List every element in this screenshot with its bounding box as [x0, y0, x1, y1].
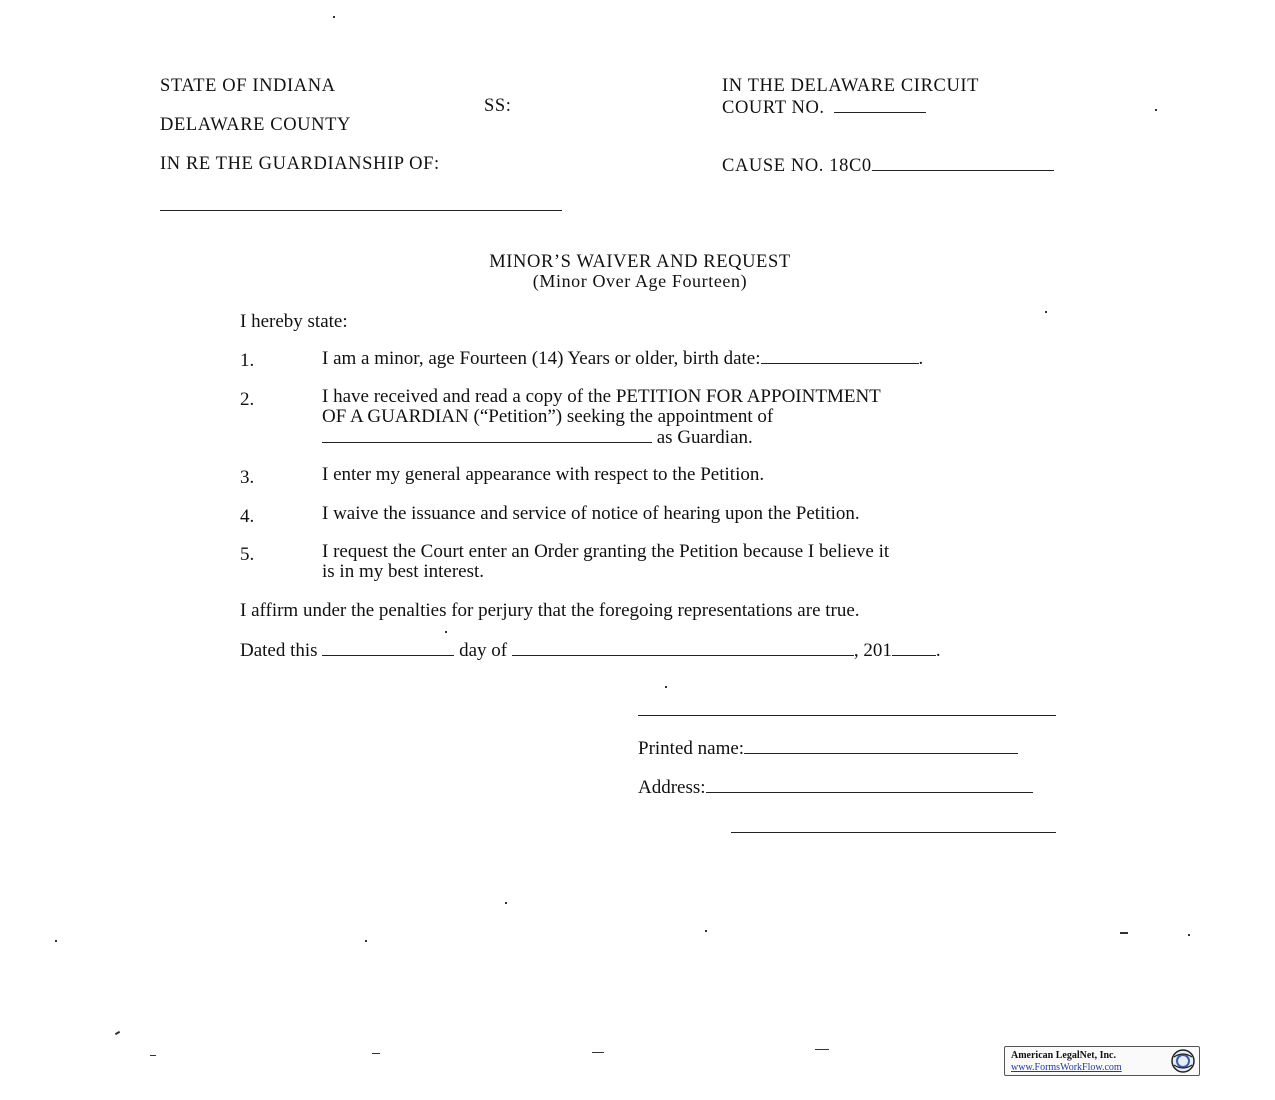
state-label: STATE OF INDIANA: [160, 76, 336, 96]
item-number: 3.: [240, 467, 255, 488]
item-2-tail: as Guardian.: [656, 427, 753, 448]
cause-number-blank[interactable]: [872, 155, 1054, 171]
dated-year: , 201: [853, 640, 892, 661]
court-number-text: COURT NO.: [722, 98, 825, 118]
year-blank[interactable]: [892, 640, 936, 656]
dated-prefix: Dated this: [240, 640, 318, 661]
signature-line[interactable]: [638, 715, 1056, 716]
footer-logo[interactable]: [1004, 1046, 1200, 1076]
item-2-text: [322, 387, 881, 448]
item-2-line-1: I have received and read a copy of the PETITION FOR APPOINTMENT: [322, 386, 881, 407]
globe-icon: [1170, 1048, 1196, 1074]
address-line-2[interactable]: [731, 832, 1056, 833]
scan-speck: [333, 16, 335, 18]
item-number: 1.: [240, 350, 255, 371]
court-name: IN THE DELAWARE CIRCUIT: [722, 76, 980, 96]
item-1-line: I am a minor, age Fourteen (14) Years or older, birth date:: [322, 348, 761, 369]
item-5-line-2: is in my best interest.: [322, 561, 485, 582]
cause-number-text: CAUSE NO. 18C0: [722, 156, 872, 176]
item-number: 5.: [240, 544, 255, 565]
item-5-text: [322, 542, 889, 582]
scan-speck: [55, 940, 57, 942]
month-blank[interactable]: [512, 640, 854, 656]
day-blank[interactable]: [322, 640, 454, 656]
scan-speck: [1045, 311, 1047, 313]
item-3-line: I enter my general appearance with respect to the Petition.: [322, 464, 765, 485]
printed-name-blank[interactable]: [744, 738, 1018, 754]
court-number-label: [722, 97, 926, 118]
scan-speck: [505, 902, 507, 904]
scan-speck: [815, 1049, 829, 1050]
scan-speck: [1120, 932, 1128, 934]
printed-name-label: Printed name:: [638, 738, 745, 759]
document-title: MINOR’S WAIVER AND REQUEST: [489, 252, 791, 272]
item-2-line-3: [322, 427, 881, 448]
ss-label: SS:: [484, 96, 512, 116]
dated-end: .: [935, 640, 941, 661]
item-1-text: [322, 348, 923, 369]
guardian-name-blank[interactable]: [322, 427, 652, 443]
in-re-label: IN RE THE GUARDIANSHIP OF:: [160, 154, 440, 174]
cause-number-label: [722, 155, 1054, 176]
printed-name-row: [638, 738, 1018, 758]
scan-speck: [445, 631, 447, 633]
item-4-line: I waive the issuance and service of notice of hearing upon the Petition.: [322, 503, 860, 524]
dated-day-of: day of: [459, 640, 508, 661]
item-4-text: [322, 504, 860, 524]
item-2-line-2: OF A GUARDIAN (“Petition”) seeking the appointment of: [322, 406, 774, 427]
address-blank[interactable]: [706, 777, 1033, 793]
dated-line: [240, 640, 941, 660]
ward-name-line[interactable]: [160, 210, 562, 211]
scan-speck: [115, 1031, 120, 1035]
address-label: Address:: [638, 777, 706, 798]
address-row: [638, 777, 1033, 797]
document-subtitle: (Minor Over Age Fourteen): [532, 271, 748, 291]
affirmation-text: I affirm under the penalties for perjury that the foregoing representations are true.: [240, 600, 860, 621]
item-3-text: [322, 465, 764, 485]
scan-speck: [1188, 934, 1190, 936]
birth-date-blank[interactable]: [761, 348, 919, 364]
scan-speck: [1155, 109, 1157, 111]
scan-speck: [665, 686, 667, 688]
item-number: 4.: [240, 506, 255, 527]
logo-company-name: American LegalNet, Inc.: [1011, 1050, 1116, 1061]
intro-text: I hereby state:: [240, 311, 348, 332]
court-number-blank[interactable]: [834, 97, 926, 113]
item-number: 2.: [240, 389, 255, 410]
logo-url-link[interactable]: www.FormsWorkFlow.com: [1011, 1062, 1122, 1073]
scan-speck: [592, 1052, 604, 1053]
item-5-line-1: I request the Court enter an Order granting the Petition because I believe it: [322, 541, 890, 562]
county-label: DELAWARE COUNTY: [160, 115, 351, 135]
scan-speck: [365, 940, 367, 942]
scan-speck: [150, 1055, 156, 1056]
scan-speck: [705, 930, 707, 932]
item-1-end: .: [918, 348, 924, 369]
scan-speck: [372, 1053, 380, 1054]
